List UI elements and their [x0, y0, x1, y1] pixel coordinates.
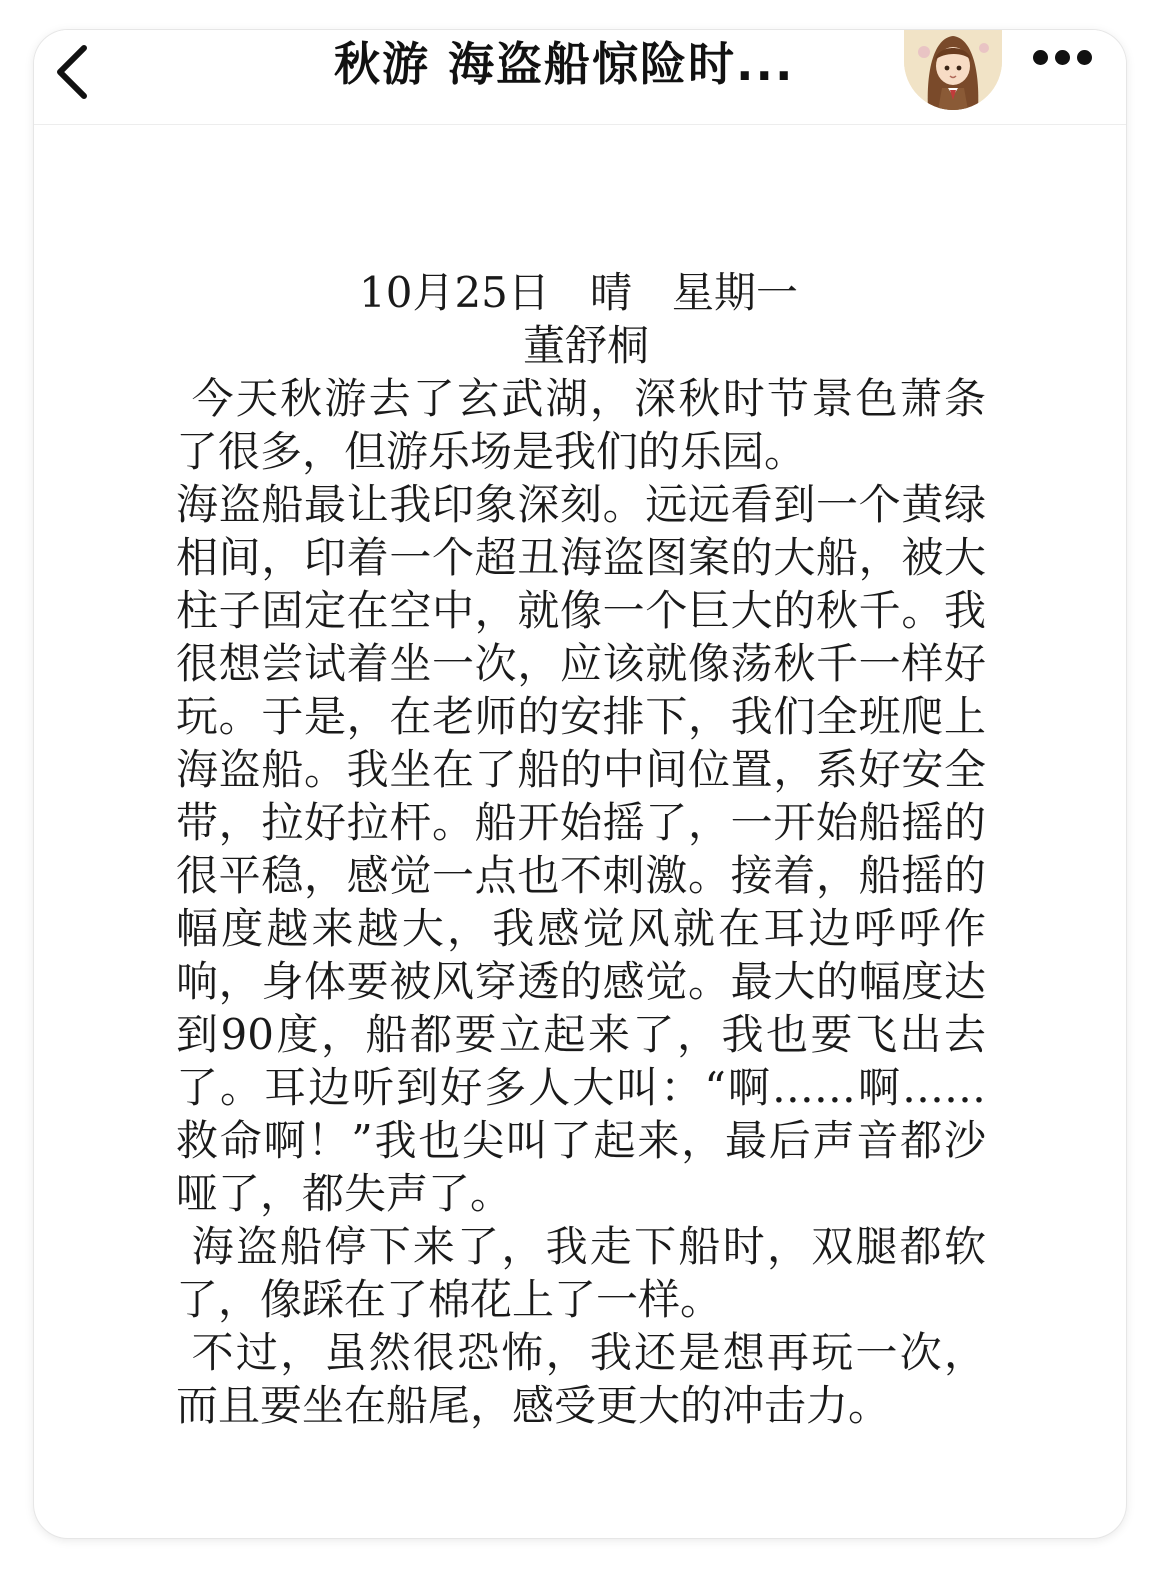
more-dot	[1077, 50, 1092, 65]
back-button[interactable]	[44, 42, 100, 106]
date-line: 10月25日 晴 星期一	[359, 268, 798, 317]
paragraph: 海盗船最让我印象深刻。远远看到一个黄绿相间，印着一个超丑海盗图案的大船，被大柱子固定在空中，就像一个巨大的秋千。我很想尝试着坐一次，应该就像荡秋千一样好玩。于是，在老师的安排下，我们全班爬上海盗船。我坐在了船的中间位置，系好安全带，拉好拉杆。船开始摇了，一开始船摇的很平稳，感觉一点也不刺激。接着，船摇的幅度越来越大，我感觉风就在耳边呼呼作响，身体要被风穿透的感觉。最大的幅度达到90度，船都要立起来了，我也要飞出去了。耳边听到好多人大叫：“啊……啊……救命啊！”我也尖叫了起来，最后声音都沙哑了，都失声了。	[176, 480, 986, 1218]
avatar[interactable]	[904, 30, 1002, 110]
author-name: 董舒桐	[523, 321, 650, 370]
article-card	[34, 30, 1126, 1538]
more-dot	[1055, 50, 1070, 65]
more-dots-icon	[1033, 50, 1048, 65]
user-avatar-image	[904, 30, 1002, 110]
chevron-left-icon	[44, 42, 100, 106]
top-navigation-bar	[34, 30, 1126, 125]
paragraph: 今天秋游去了玄武湖，深秋时节景色萧条了很多，但游乐场是我们的乐园。	[176, 374, 986, 476]
paragraph: 海盗船停下来了，我走下船时，双腿都软了，像踩在了棉花上了一样。	[176, 1222, 986, 1324]
page-title: 秋游 海盗船惊险时...	[334, 37, 795, 91]
more-options-button[interactable]	[1030, 44, 1096, 76]
article-body	[176, 266, 986, 1432]
paragraph: 不过，虽然很恐怖，我还是想再玩一次，而且要坐在船尾，感受更大的冲击力。	[176, 1328, 986, 1430]
